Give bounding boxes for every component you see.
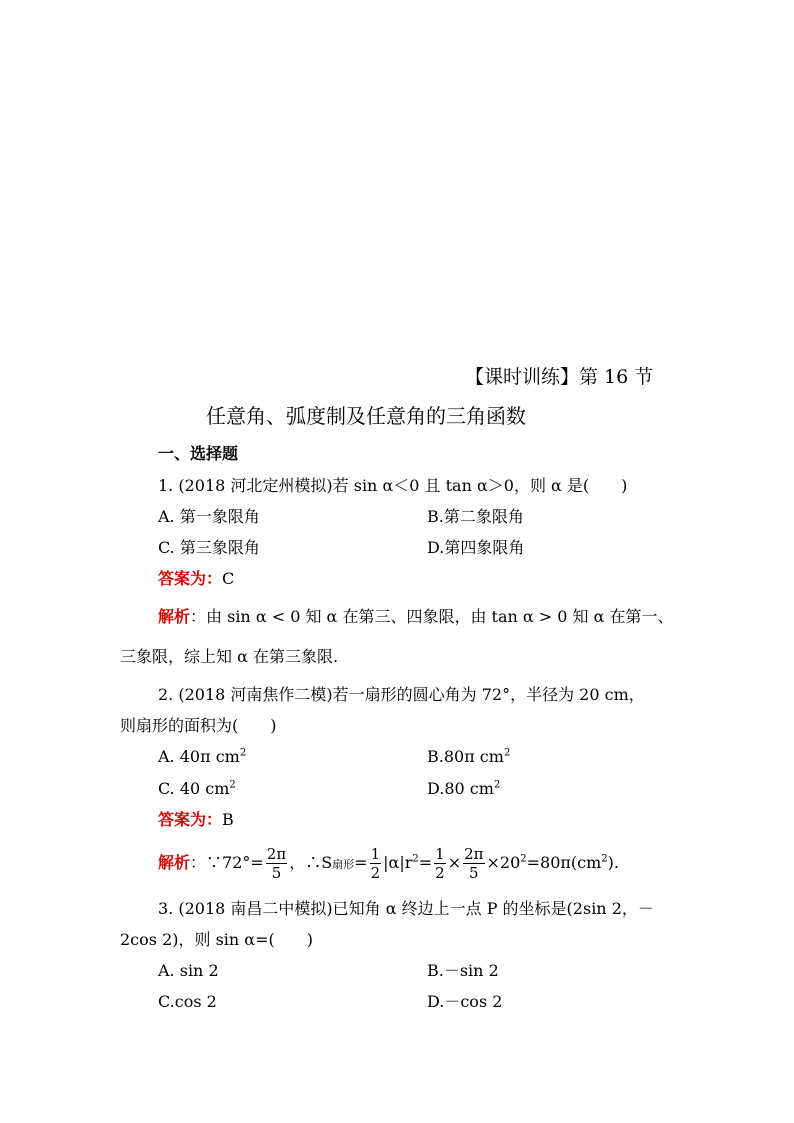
option-text: C. 40 cm	[158, 779, 230, 798]
option-text: A. 40π cm	[158, 747, 240, 766]
analysis-text: ).	[607, 853, 619, 872]
answer-value: C	[222, 569, 235, 588]
question-2-option-d	[427, 779, 500, 799]
analysis-text: ：∵72°=	[190, 853, 264, 872]
analysis-text: ×	[447, 853, 462, 872]
numerator: 1	[370, 845, 381, 863]
exponent: 2	[520, 853, 527, 865]
exponent: 2	[229, 779, 236, 791]
page-title: 任意角、弧度制及任意角的三角函数	[206, 404, 526, 428]
answer-label: 答案为：	[158, 810, 223, 829]
fraction-2pi-over-5	[266, 845, 287, 882]
analysis-text: =	[418, 853, 433, 872]
question-2-analysis	[158, 843, 619, 885]
exponent: 2	[412, 853, 419, 865]
question-1-stem: 1. (2018 河北定州模拟)若 sin α＜0 且 tan α＞0，则 α 是( )	[158, 476, 628, 495]
numerator: 2π	[266, 845, 287, 863]
question-2-stem-line-1: 2. (2018 河南焦作二模)若一扇形的圆心角为 72°，半径为 20 cm，	[158, 685, 645, 704]
analysis-text: ×20	[486, 853, 521, 872]
question-1-analysis-line-1	[158, 607, 674, 627]
analysis-label: 解析	[158, 853, 191, 872]
question-2-stem-line-2: 则扇形的面积为( )	[120, 716, 277, 735]
question-3-option-b: B.－sin 2	[427, 961, 499, 980]
question-2-option-c	[158, 779, 236, 799]
exponent: 2	[493, 779, 501, 791]
lesson-header: 【课时训练】第 16 节	[465, 366, 654, 388]
exponent: 2	[503, 747, 511, 759]
section-heading: 一、选择题	[158, 444, 239, 463]
question-1-analysis-line-2: 三象限，综上知 α 在第三象限.	[120, 647, 339, 666]
denominator: 2	[370, 864, 381, 882]
exponent: 2	[601, 853, 608, 865]
question-1-option-d: D.第四象限角	[427, 538, 525, 557]
denominator: 5	[271, 864, 282, 882]
fraction-1-over-2	[434, 845, 446, 882]
option-text: B.80π cm	[427, 747, 504, 766]
exponent: 2	[239, 747, 247, 759]
option-text: D.80 cm	[427, 779, 494, 798]
analysis-text: |α|r	[383, 853, 413, 872]
question-3-stem-line-1: 3. (2018 南昌二中模拟)已知角 α 终边上一点 P 的坐标是(2sin 2，－	[158, 899, 654, 918]
question-1-option-b: B.第二象限角	[427, 507, 524, 526]
denominator: 2	[435, 864, 445, 882]
question-2-option-a	[158, 747, 246, 767]
analysis-text: ：由 sin α < 0 知 α 在第三、四象限，由 tan α > 0 知 α 在第一、	[190, 607, 674, 626]
question-1-option-c: C. 第三象限角	[158, 538, 260, 557]
analysis-label: 解析	[158, 607, 191, 626]
question-3-stem-line-2: 2cos 2)，则 sin α=( )	[120, 930, 313, 949]
question-1-answer	[158, 569, 234, 589]
analysis-text: =80π(cm	[526, 853, 602, 872]
question-2-option-b	[427, 747, 510, 767]
subscript: 扇形	[332, 858, 355, 871]
numerator: 2π	[464, 845, 484, 863]
fraction-2pi-over-5	[463, 845, 484, 882]
numerator: 1	[435, 845, 445, 863]
question-1-option-a: A. 第一象限角	[158, 507, 260, 526]
answer-value: B	[222, 810, 234, 829]
answer-label: 答案为：	[158, 569, 223, 588]
analysis-text: ，∴S	[289, 853, 333, 872]
denominator: 5	[469, 864, 479, 882]
question-2-answer	[158, 810, 234, 830]
question-3-option-a: A. sin 2	[158, 961, 219, 980]
analysis-text: =	[354, 853, 368, 872]
question-3-option-c: C.cos 2	[158, 992, 217, 1011]
fraction-1-over-2	[370, 845, 382, 882]
question-3-option-d: D.－cos 2	[427, 992, 503, 1011]
